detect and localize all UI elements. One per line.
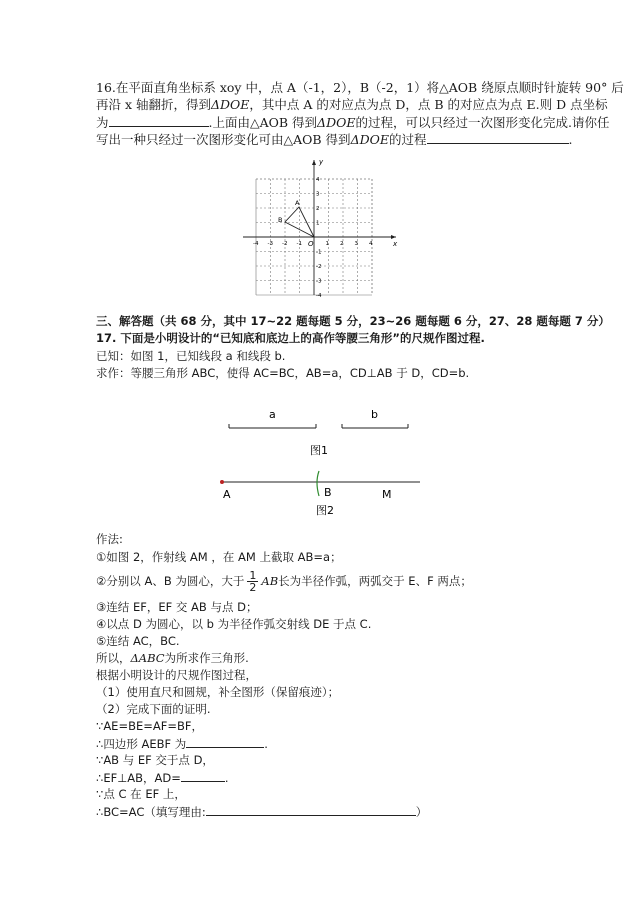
- figure-1-caption: 图1: [310, 444, 328, 457]
- y-tick-label: 2: [316, 206, 320, 212]
- step-3: ③连结 EF，EF 交 AB 与点 D；: [96, 600, 258, 614]
- proof-step-2: ∴四边形 AEBF 为 .: [96, 737, 268, 751]
- point-b-label: B: [278, 216, 283, 224]
- x-tick-label: -3: [267, 241, 273, 247]
- y-tick-label: 3: [316, 191, 320, 198]
- coordinate-graph: [238, 155, 403, 300]
- point-a-label: A: [223, 488, 231, 501]
- origin-label: O: [308, 240, 314, 248]
- point-m-label: M: [382, 488, 392, 501]
- proof-step-1: ∵AE=BE=AF=BF，: [96, 719, 203, 733]
- x-tick-label: 1: [325, 241, 329, 247]
- proof-step-3: ∵AB 与 EF 交于点 D，: [96, 753, 214, 767]
- proof-step-4: ∴EF⊥AB，AD= .: [96, 771, 229, 785]
- y-tick-label: -2: [316, 264, 322, 270]
- step-4: ④以点 D 为圆心，以 b 为半径作弧交射线 DE 于点 C.: [96, 617, 372, 631]
- q16-line1: 16.在平面直角坐标系 xoy 中，点 A（-1，2），B（-2，1）将△AOB 绕原点顺时针旋转 90° 后: [96, 80, 624, 95]
- x-tick-label: 3: [354, 241, 358, 247]
- q16-line4: 写出一种只经过一次图形变化可由△AOB 得到ΔDOE的过程 .: [96, 132, 573, 147]
- figure-2: [215, 467, 425, 519]
- q16-line2: 再沿 x 轴翻折，得到ΔDOE，其中点 A 的对应点为点 D，点 B 的对应点为点 E.则 D 点坐标: [96, 97, 608, 112]
- figure-2-caption: 图2: [316, 504, 334, 517]
- x-tick-label: -4: [253, 241, 259, 247]
- q17-known: 已知：如图 1，已知线段 a 和线段 b.: [96, 349, 286, 363]
- q17-required: 求作：等腰三角形 ABC，使得 AC=BC，AB=a，CD⊥AB 于 D，CD=b.: [96, 366, 470, 380]
- point-a-label: A: [295, 199, 300, 207]
- x-axis-label: x: [393, 240, 398, 248]
- point-a-dot: [220, 480, 224, 484]
- triangle-doe: ΔDOE: [211, 97, 250, 112]
- proof-step-5: ∵点 C 在 EF 上，: [96, 787, 186, 801]
- x-tick-label: 2: [340, 241, 344, 247]
- x-tick-label: -1: [296, 241, 302, 247]
- fraction-half: $\frac{1}{2}$: [249, 569, 257, 594]
- step-2: ②分别以 A、B 为圆心，大于 $\frac{1}{2}$ AB长为半径作弧，两弧交于 E、F 两点；: [96, 569, 472, 594]
- green-arc: [317, 471, 319, 496]
- proof-part2: （2）完成下面的证明.: [96, 702, 211, 716]
- answer-blank-process[interactable]: [427, 131, 569, 144]
- x-tick-label: 4: [369, 241, 373, 247]
- proof-step-6: ∴BC=AC（填写理由: ）: [96, 805, 428, 819]
- answer-blank-ad[interactable]: [181, 769, 225, 782]
- proof-intro: 根据小明设计的尺规作图过程，: [96, 668, 257, 682]
- y-axis-label: y: [319, 158, 324, 166]
- figure-1: [228, 408, 418, 463]
- segment-b-label: b: [371, 408, 378, 421]
- q17-title: 17. 下面是小明设计的“已知底和底边上的高作等腰三角形”的尺规作图过程.: [96, 331, 485, 345]
- x-tick-label: -2: [282, 241, 288, 247]
- point-b-label: B: [324, 486, 332, 499]
- y-tick-label: 1: [316, 220, 320, 227]
- answer-blank-quadrilateral[interactable]: [186, 735, 264, 748]
- step-1: ①如图 2，作射线 AM ，在 AM 上截取 AB=a；: [96, 550, 342, 564]
- y-tick-label: 4: [316, 177, 320, 183]
- conclusion: 所以，ΔABC为所求作三角形.: [96, 651, 249, 665]
- proof-part1: （1）使用直尺和圆规，补全图形（保留痕迹）；: [96, 685, 340, 699]
- section3-heading: 三、解答题（共 68 分，其中 17~22 题每题 5 分，23~26 题每题 6 分，27、28 题每题 7 分）: [96, 314, 610, 328]
- segment-a-label: a: [269, 408, 276, 421]
- y-tick-label: -4: [316, 293, 322, 299]
- construction-title: 作法:: [96, 532, 123, 546]
- q16-line3: 为 .上面由△AOB 得到ΔDOE的过程，可以只经过一次图形变化完成.请你任: [96, 115, 610, 130]
- y-tick-label: -3: [316, 278, 322, 285]
- answer-blank-d[interactable]: [109, 114, 209, 127]
- y-tick-label: -1: [316, 249, 322, 256]
- answer-blank-reason[interactable]: [206, 803, 416, 816]
- step-5: ⑤连结 AC，BC.: [96, 634, 180, 648]
